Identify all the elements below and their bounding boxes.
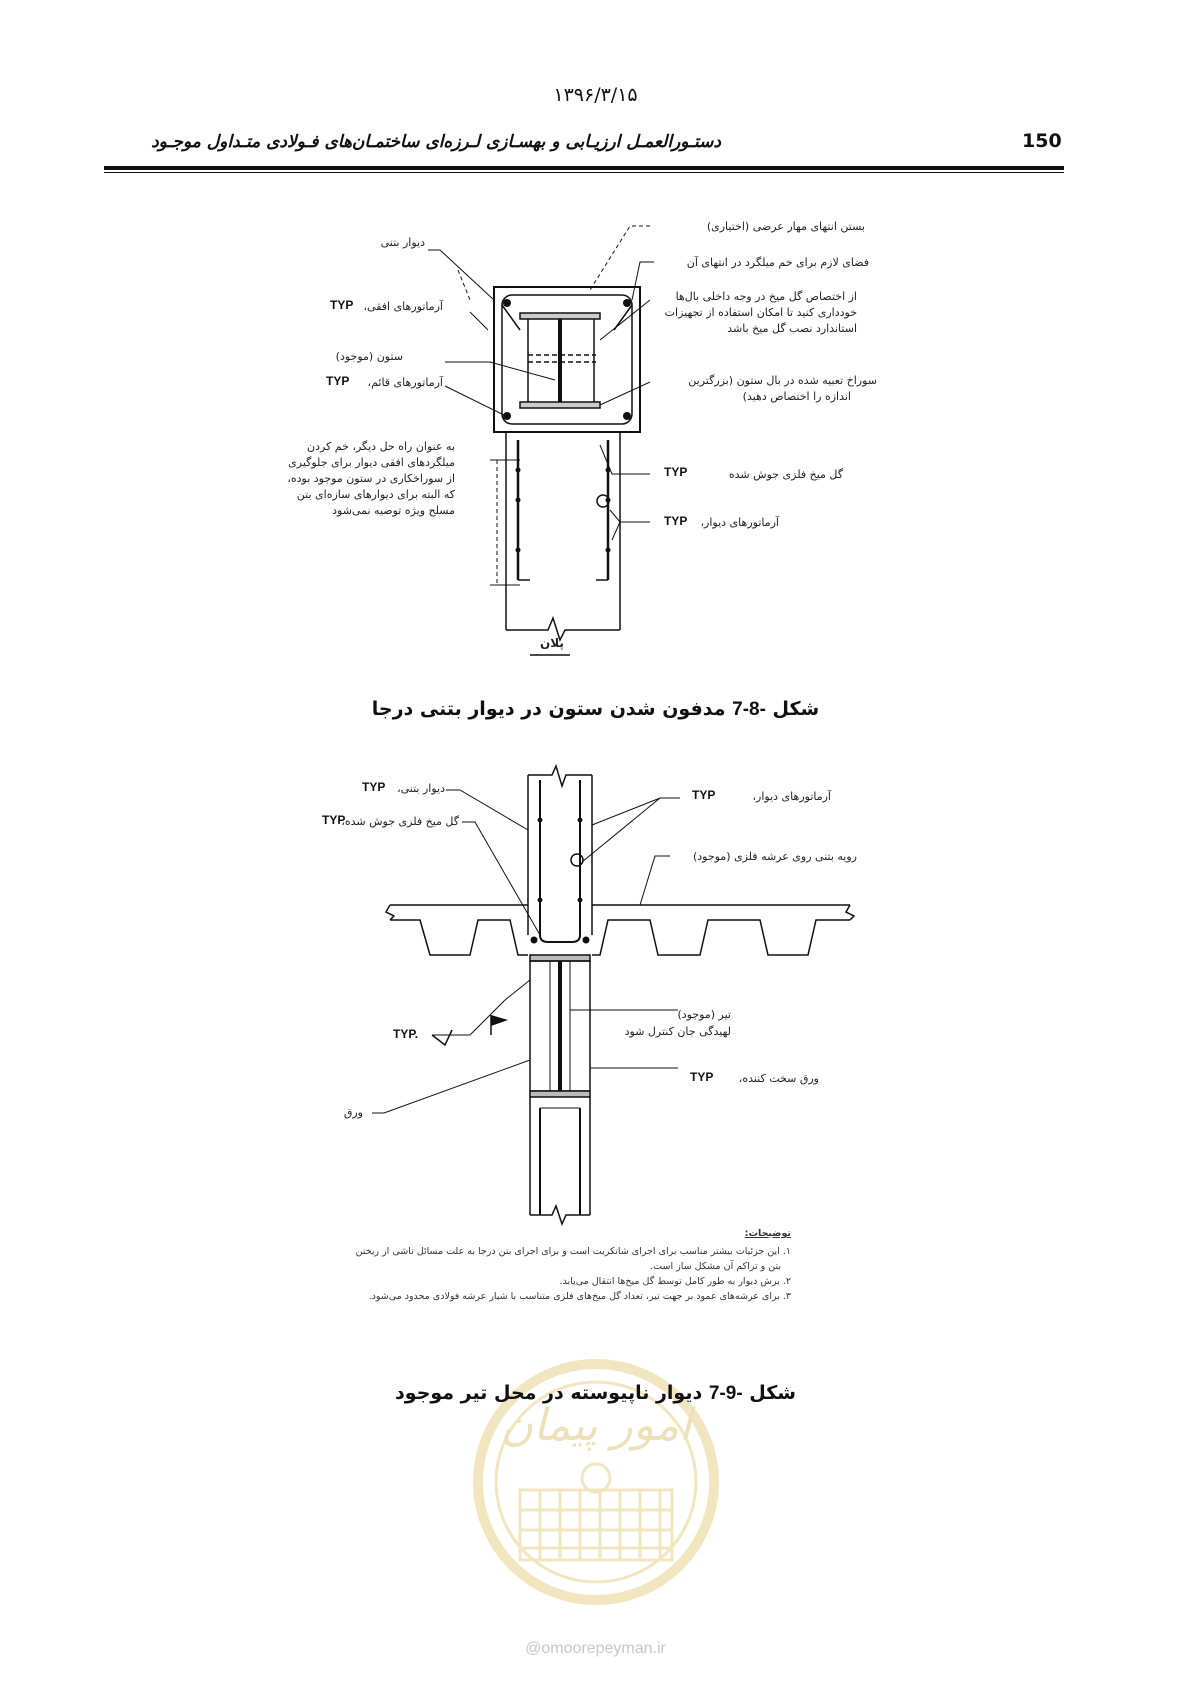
fig8-label-wall-rebar: آرماتورهای دیوار،: [700, 516, 779, 529]
page-number: 150: [1022, 130, 1062, 152]
figure-9-caption-text: دیوار ناپیوسته در محل تیر موجود: [395, 1382, 709, 1404]
fig8-label-vertical-rebar: آرماتورهای قائم،: [367, 376, 443, 389]
fig8-typ-1: TYP: [330, 298, 354, 312]
svg-text:امور پیمان: امور پیمان: [500, 1400, 692, 1451]
fig9-notes-title: توضیحات:: [744, 1228, 791, 1239]
fig9-label-stiffener: ورق سخت کننده،: [738, 1072, 819, 1085]
figure-8-caption-text: مدفون شدن ستون در دیوار بتنی درجا: [371, 698, 733, 720]
fig8-typ-2: TYP: [326, 374, 350, 388]
fig9-label-web-check: لهیدگی جان کنترل شود: [624, 1025, 731, 1038]
fig8-label-concrete-wall: دیوار بتنی: [380, 236, 425, 249]
fig8-alt-note-5: مسلح ویژه توصیه نمی‌شود: [332, 504, 455, 517]
figure-8-caption-prefix: شکل: [765, 698, 820, 720]
fig8-label-plan: پلان: [540, 636, 564, 650]
watermark-url-text: omoorepeyman.ir: [541, 1640, 666, 1657]
fig9-label-plate: ورق: [343, 1106, 363, 1119]
fig8-alt-note-3: از سوراخکاری در ستون موجود بوده،: [287, 472, 455, 485]
fig8-label-tie-end: بستن انتهای مهار عرضی (اختیاری): [706, 220, 865, 233]
fig9-label-welded-stud: گل میخ فلزی جوش شده،: [341, 815, 459, 828]
fig8-hole-note-2: اندازه را اختصاص دهید): [742, 390, 851, 403]
fig9-label-deck-slab: رویه بتنی روی عرشه فلزی (موجود): [692, 850, 857, 863]
fig8-label-welded-stud: گل میخ فلزی جوش شده: [728, 468, 843, 481]
fig8-label-horizontal-rebar: آرماتورهای افقی،: [363, 300, 443, 313]
fig8-stud-note-1: از اختصاص گل میخ در وجه داخلی بال‌ها: [675, 290, 857, 303]
fig9-label-wall-rebar: آرماتورهای دیوار،: [752, 790, 831, 803]
at-icon: @: [525, 1640, 542, 1657]
running-title: دستـورالعمـل ارزیـابی و بهسـازی لـرزه‌ای ساختمـان‌های فـولادی متـداول موجـود: [151, 132, 721, 152]
fig9-note-1b: بتن و تراکم آن مشکل ساز است.: [650, 1261, 781, 1272]
fig8-alt-note-4: که البته برای دیوارهای سازه‌ای بتن: [296, 488, 455, 501]
fig8-typ-4: TYP: [664, 514, 688, 528]
figure-9-caption-prefix: شکل: [742, 1382, 796, 1404]
fig8-typ-3: TYP: [664, 465, 688, 479]
fig8-stud-note-2: خودداری کنید تا امکان استفاده از تجهیزات: [664, 306, 857, 319]
fig9-label-concrete-wall: دیوار بتنی،: [397, 782, 445, 795]
fig9-typ-3: TYP: [692, 788, 716, 802]
fig9-note-1: ۱. این جزئیات بیشتر مناسب برای اجرای شاتکریت است و برای اجرای بتن درجا به علت مسائل ناشی از ریختن: [355, 1246, 791, 1257]
fig9-label-beam: تیر (موجود): [677, 1008, 731, 1021]
fig9-note-3: ۳. برای عرشه‌های عمود بر جهت تیر، تعداد گل میخ‌های فلزی متناسب با شیار عرشه فولادی محدود می‌شود.: [368, 1291, 791, 1302]
fig9-typ-weld: TYP.: [393, 1027, 419, 1041]
fig8-label-bend-space: فضای لازم برای خم میلگرد در انتهای آن: [686, 256, 869, 269]
fig8-alt-note-1: به عنوان راه حل دیگر، خم کردن: [307, 440, 455, 453]
figure-8-caption-number: 7-8-: [732, 699, 766, 720]
fig9-typ-4: TYP: [690, 1070, 714, 1084]
figure-9-caption-number: 7-9-: [708, 1383, 743, 1404]
fig8-alt-note-2: میلگردهای افقی دیوار برای جلوگیری: [288, 456, 455, 469]
fig9-typ-1: TYP: [362, 780, 386, 794]
document-date: ۱۳۹۶/۳/۱۵: [553, 84, 638, 106]
fig9-note-2: ۲. برش دیوار به طور کامل توسط گل میخ‌ها انتقال می‌یابد.: [559, 1276, 791, 1287]
fig8-stud-note-3: استاندارد نصب گل میخ باشد: [727, 322, 857, 335]
watermark-url: [0, 1640, 1191, 1658]
figure-9-caption: [0, 1382, 1191, 1405]
fig8-hole-note-1: سوراخ تعبیه شده در بال ستون (بزرگترین: [688, 374, 877, 387]
fig9-typ-2: TYP: [322, 813, 346, 827]
fig8-label-existing-column: ستون (موجود): [335, 350, 403, 363]
